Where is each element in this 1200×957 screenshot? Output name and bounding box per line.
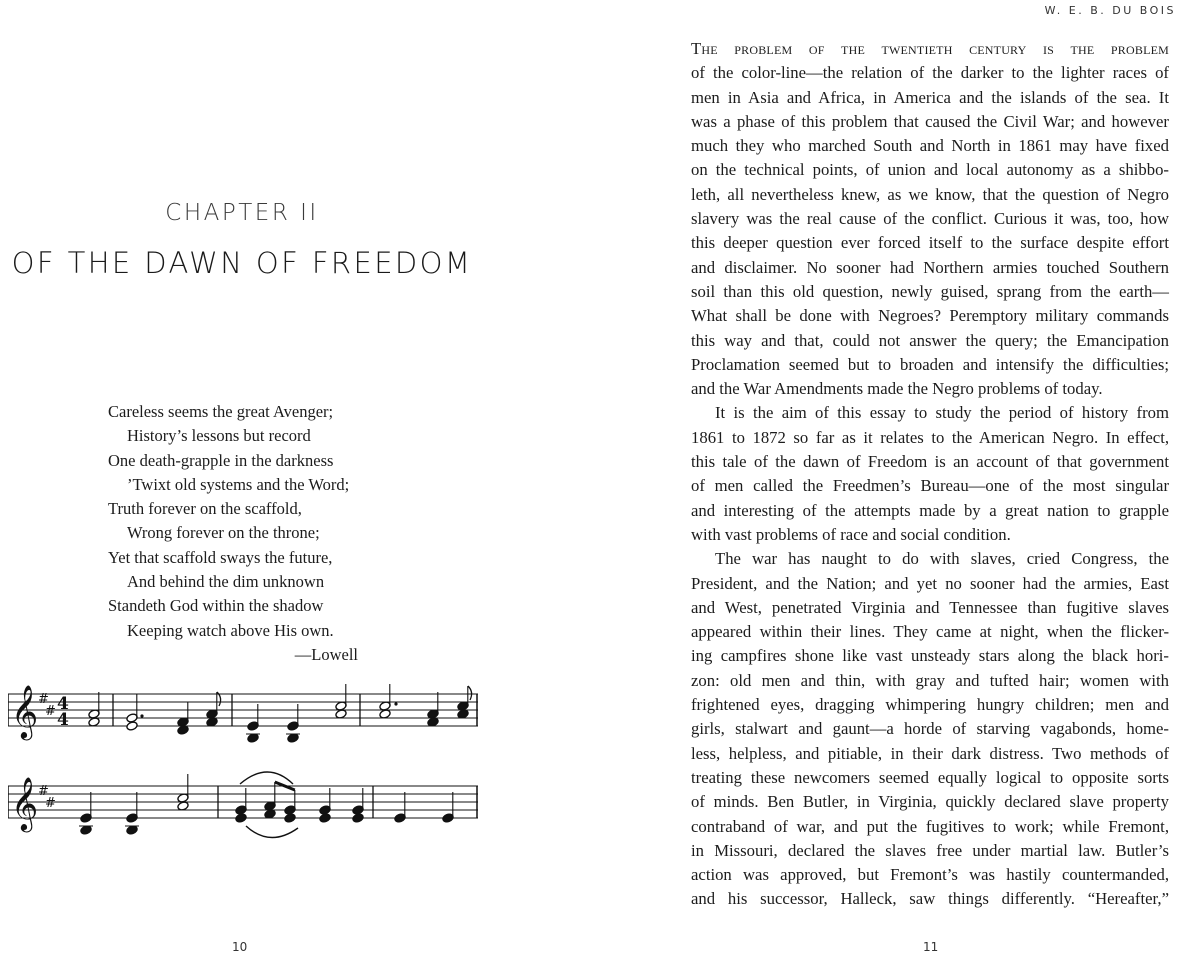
chapter-number: CHAPTER II — [165, 200, 319, 226]
body-line: this deeper question ever forced itself to the surface despite effort — [691, 233, 1169, 253]
time-signature-bottom: 4 — [57, 710, 69, 730]
epigraph-poem — [108, 400, 368, 667]
right-page — [600, 0, 1200, 957]
body-line: girls, stalwart and gaunt—a horde of starving vagabonds, home- — [691, 719, 1169, 739]
epigraph-line: Wrong forever on the throne; — [127, 523, 320, 543]
sharp-icon: # — [38, 784, 49, 799]
body-line: soil than this old question, newly guised, sprang from the earth— — [691, 281, 1169, 301]
body-text — [691, 37, 1169, 912]
epigraph-line: Keeping watch above His own. — [127, 620, 334, 640]
epigraph-line: One death-grapple in the darkness — [108, 450, 334, 470]
slur — [246, 826, 298, 838]
opening-line: The problem of the twentieth century is the problem — [691, 39, 1169, 58]
epigraph-line: History’s lessons but record — [127, 426, 311, 446]
note-head — [284, 813, 296, 823]
body-line: men in Asia and Africa, in America and the islands of the sea. It — [691, 87, 1169, 107]
music-score — [8, 684, 478, 864]
epigraph-attribution: —Lowell — [294, 644, 358, 664]
body-line: on the technical points, of union and local autonomy as a shibbo- — [691, 160, 1169, 180]
body-line: and disclaimer. No sooner had Northern armies touched Southern — [691, 257, 1169, 277]
epigraph-line: Yet that scaffold sways the future, — [108, 547, 333, 567]
body-line: this way and that, could not answer the query; the Emancipation — [691, 330, 1169, 350]
body-line: contraband of war, and put the fugitives to work; while Fremont, — [691, 816, 1169, 836]
body-line: treating these newcomers seemed equally logical to opposite sorts — [691, 767, 1169, 787]
body-line: and the War Amendments made the Negro problems of today. — [691, 379, 1103, 399]
treble-clef-icon: 𝄞 — [11, 684, 39, 738]
body-line: much they who marched South and North in 1861 may have fixed — [691, 136, 1169, 156]
body-line: of minds. Ben Butler, in Virginia, quickly declared slave property — [691, 792, 1169, 812]
body-line: It is the aim of this essay to study the period of history from — [715, 403, 1169, 423]
note-head — [352, 813, 364, 823]
epigraph-line: Truth forever on the scaffold, — [108, 499, 302, 519]
sharp-icon: # — [45, 704, 56, 719]
music-staff-1 — [8, 684, 478, 743]
sharp-icon: # — [38, 692, 49, 707]
running-head: W. E. B. DU BOIS — [1044, 4, 1176, 17]
body-line: action was approved, but Fremont’s was hastily countermanded, — [691, 865, 1169, 885]
body-line: 1861 to 1872 so far as it relates to the American Negro. In effect, — [691, 427, 1169, 447]
dot — [140, 714, 143, 717]
body-line: The war has naught to do with slaves, cried Congress, the — [715, 549, 1169, 569]
body-line: of the color-line—the relation of the darker to the lighter races of — [691, 63, 1169, 83]
page-number-left: 10 — [232, 940, 248, 954]
body-line: What shall be done with Negroes? Peremptory military commands — [691, 306, 1169, 326]
body-line: of men called the Freedmen’s Bureau—one of the most singular — [691, 476, 1169, 496]
note-head — [235, 813, 247, 823]
body-line: less, helpless, and pitiable, in their dark distress. Two methods of — [691, 743, 1169, 763]
body-line: President, and the Nation; and yet no sooner had the armies, East — [691, 573, 1169, 593]
time-signature-top: 4 — [57, 694, 69, 714]
chapter-title: OF THE DAWN OF FREEDOM — [11, 246, 473, 280]
epigraph-line: ’Twixt old systems and the Word; — [127, 474, 350, 494]
epigraph-line: And behind the dim unknown — [127, 572, 325, 592]
flag — [468, 686, 472, 700]
body-line: frightened eyes, dragging whimpering hungry children; men and — [691, 695, 1169, 715]
epigraph-line: Careless seems the great Avenger; — [108, 402, 334, 421]
music-staff-2 — [8, 772, 478, 838]
slur — [240, 772, 293, 784]
body-line: with vast problems of race and social condition. — [691, 524, 1011, 544]
body-line: Proclamation seemed but to broaden and intensify the difficulties; — [691, 354, 1169, 374]
body-line: and West, penetrated Virginia and Tennessee than fugitive slaves — [691, 597, 1169, 617]
note-head — [319, 813, 331, 823]
body-line: leth, all nevertheless knew, as we know, that the question of Negro — [691, 184, 1169, 204]
body-line: and interesting of the attempts made by a great nation to grapple — [691, 500, 1169, 520]
body-line: ing campfires shone like vast unsteady stars along the black hori- — [691, 646, 1169, 666]
epigraph-line: Standeth God within the shadow — [108, 596, 324, 616]
body-line: in Missouri, declared the slaves free under martial law. Butler’s — [691, 840, 1169, 860]
treble-clef-icon: 𝄞 — [11, 776, 39, 830]
note-head — [126, 721, 138, 731]
body-line: slavery was the real cause of the conflict. Curious it was, too, how — [691, 209, 1169, 229]
sharp-icon: # — [45, 796, 56, 811]
body-line: was a phase of this problem that caused the Civil War; and however — [691, 111, 1169, 131]
dot — [394, 702, 397, 705]
body-line: this tale of the dawn of Freedom is an account of that government — [691, 452, 1169, 472]
body-line: zon: old men and thin, with gray and tufted hair; women with — [691, 670, 1169, 690]
page-number-right: 11 — [923, 940, 939, 954]
body-line: and his successor, Halleck, saw things differently. “Hereafter,” — [691, 889, 1169, 909]
body-line: appeared within their lines. They came at night, when the flicker- — [691, 622, 1169, 642]
